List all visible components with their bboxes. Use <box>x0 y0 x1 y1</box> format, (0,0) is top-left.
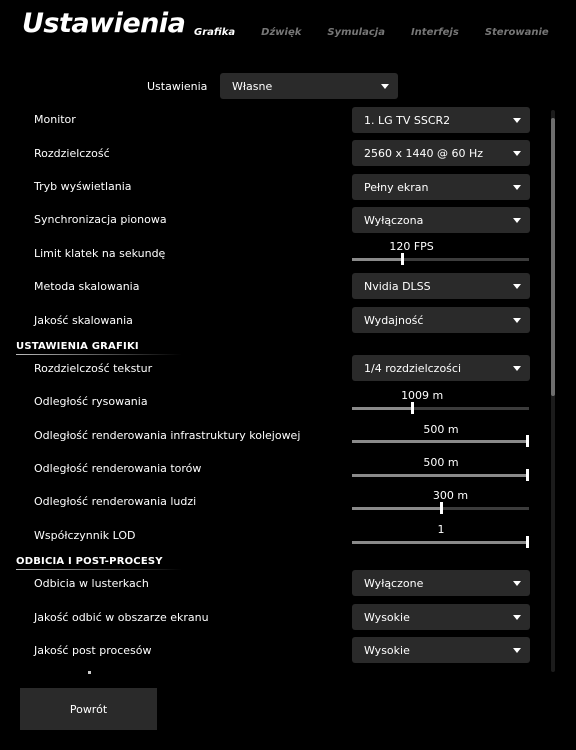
preset-label: Ustawienia <box>147 80 208 93</box>
chevron-down-icon <box>513 615 521 620</box>
tab-simulation[interactable]: Symulacja <box>327 27 385 38</box>
vsync-label: Synchronizacja pionowa <box>34 213 167 226</box>
mirror-reflections-dropdown[interactable] <box>352 570 530 596</box>
track-distance-value: 500 m <box>423 456 459 469</box>
ssr-quality-value: Wysokie <box>364 610 410 624</box>
settings-tabs <box>194 27 575 38</box>
resolution-dropdown[interactable] <box>352 140 530 166</box>
scaling-method-label: Metoda skalowania <box>34 280 140 293</box>
display-mode-label: Tryb wyświetlania <box>34 180 132 193</box>
slider-fill <box>352 440 529 443</box>
scaling-method-dropdown[interactable] <box>352 273 530 299</box>
scaling-quality-value: Wydajność <box>364 313 424 327</box>
people-distance-value: 300 m <box>432 489 469 502</box>
slider-thumb[interactable] <box>411 402 414 414</box>
people-distance-label: Odległość renderowania ludzi <box>34 495 197 508</box>
vsync-value: Wyłączona <box>364 213 424 227</box>
preset-value: Własne <box>232 79 273 93</box>
display-mode-value: Pełny ekran <box>364 180 429 194</box>
slider-fill <box>352 407 412 410</box>
texture-resolution-label: Rozdzielczość tekstur <box>34 362 153 375</box>
scaling-quality-label: Jakość skalowania <box>34 314 133 327</box>
back-button-label: Powrót <box>69 702 108 716</box>
rail-infrastructure-distance-label: Odległość renderowania infrastruktury kolejowej <box>34 429 301 442</box>
slider-fill <box>352 507 441 510</box>
scaling-method-value: Nvidia DLSS <box>364 279 431 293</box>
back-button[interactable] <box>20 688 157 730</box>
section-divider <box>16 569 182 570</box>
track-distance-label: Odległość renderowania torów <box>34 462 202 475</box>
fps-limit-label: Limit klatek na sekundę <box>34 247 166 260</box>
settings-scrollbar[interactable] <box>551 110 555 672</box>
rail-infrastructure-distance-value: 500 m <box>423 423 459 436</box>
section-divider <box>16 354 182 355</box>
monitor-dropdown[interactable] <box>352 107 530 133</box>
tab-sound[interactable]: Dźwięk <box>261 27 302 38</box>
tab-graphics[interactable]: Grafika <box>194 27 236 38</box>
tab-controls[interactable]: Sterowanie <box>484 27 549 38</box>
people-distance-slider[interactable] <box>352 499 529 515</box>
lod-factor-label: Współczynnik LOD <box>34 529 136 542</box>
track-distance-slider[interactable] <box>352 466 529 482</box>
slider-fill <box>352 474 529 477</box>
scaling-quality-dropdown[interactable] <box>352 307 530 333</box>
slider-thumb[interactable] <box>526 435 529 447</box>
scrollbar-thumb[interactable] <box>551 118 555 396</box>
slider-thumb[interactable] <box>440 502 443 514</box>
mirror-reflections-label: Odbicia w lusterkach <box>34 577 149 590</box>
post-process-quality-value: Wysokie <box>364 643 410 657</box>
texture-resolution-value: 1/4 rozdzielczości <box>364 361 462 375</box>
resolution-value: 2560 x 1440 @ 60 Hz <box>364 146 484 160</box>
ssr-quality-label: Jakość odbić w obszarze ekranu <box>34 611 209 624</box>
slider-fill <box>352 258 402 261</box>
chevron-down-icon <box>513 284 521 289</box>
lod-factor-slider[interactable] <box>352 533 529 549</box>
texture-resolution-dropdown[interactable] <box>352 355 530 381</box>
tab-interface[interactable]: Interfejs <box>410 27 459 38</box>
draw-distance-slider[interactable] <box>352 399 529 415</box>
preset-dropdown[interactable] <box>220 73 398 99</box>
chevron-down-icon <box>513 118 521 123</box>
fps-limit-value: 120 FPS <box>389 240 434 253</box>
slider-fill <box>352 541 529 544</box>
monitor-label: Monitor <box>34 113 76 126</box>
monitor-value: 1. LG TV SSCR2 <box>364 113 451 127</box>
draw-distance-label: Odległość rysowania <box>34 395 148 408</box>
slider-thumb[interactable] <box>526 469 529 481</box>
draw-distance-value: 1009 m <box>401 389 444 402</box>
chevron-down-icon <box>381 84 389 89</box>
chevron-down-icon <box>513 648 521 653</box>
chevron-down-icon <box>513 581 521 586</box>
mirror-reflections-value: Wyłączone <box>364 576 424 590</box>
vsync-dropdown[interactable] <box>352 207 530 233</box>
page-title: Ustawienia <box>22 8 186 39</box>
post-process-quality-dropdown[interactable] <box>352 637 530 663</box>
post-process-quality-label: Jakość post procesów <box>34 644 152 657</box>
chevron-down-icon <box>513 318 521 323</box>
display-mode-dropdown[interactable] <box>352 174 530 200</box>
chevron-down-icon <box>513 218 521 223</box>
post-section-title: ODBICIA I POST-PROCESY <box>16 556 163 567</box>
chevron-down-icon <box>513 185 521 190</box>
ssr-quality-dropdown[interactable] <box>352 604 530 630</box>
clipped-content <box>88 671 91 674</box>
chevron-down-icon <box>513 151 521 156</box>
slider-thumb[interactable] <box>401 253 404 265</box>
fps-limit-slider[interactable] <box>352 250 529 266</box>
chevron-down-icon <box>513 366 521 371</box>
rail-infrastructure-distance-slider[interactable] <box>352 432 529 448</box>
graphics-section-title: USTAWIENIA GRAFIKI <box>16 341 139 352</box>
resolution-label: Rozdzielczość <box>34 147 110 160</box>
slider-thumb[interactable] <box>526 536 529 548</box>
lod-factor-value: 1 <box>437 523 445 536</box>
